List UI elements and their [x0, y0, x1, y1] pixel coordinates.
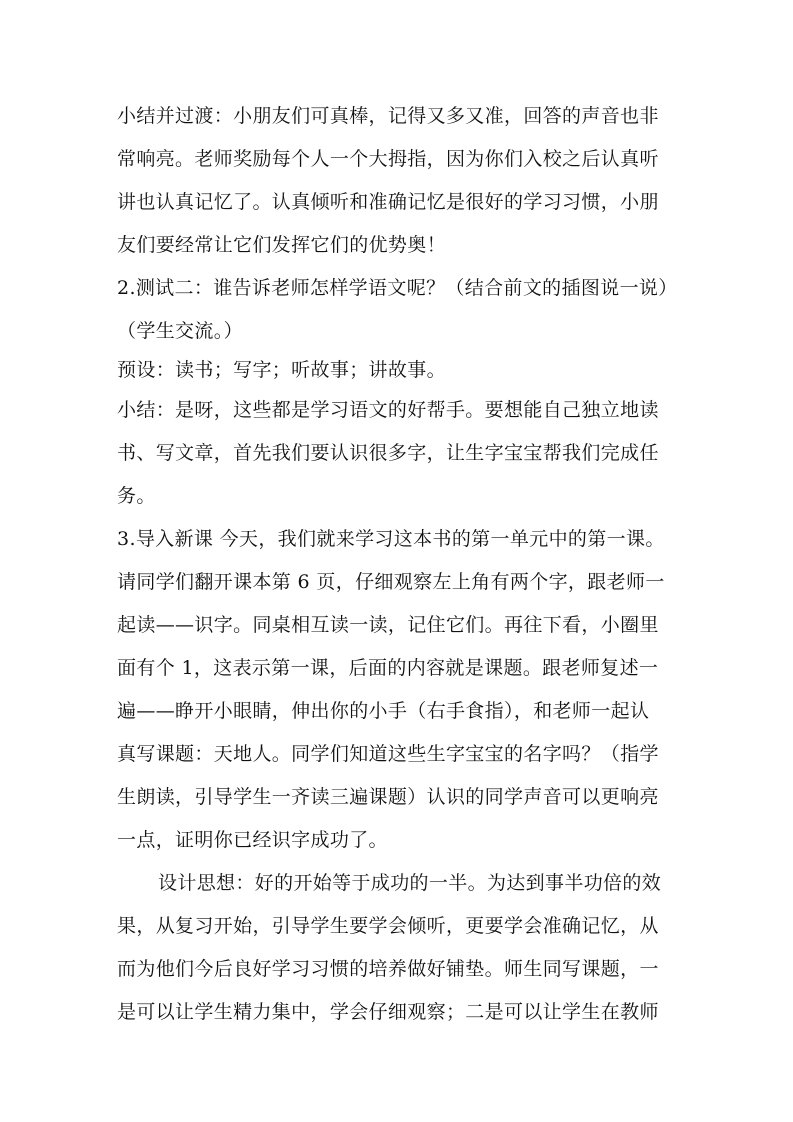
text-line: 书、写文章，首先我们要认识很多字，让生字宝宝帮我们完成任 — [117, 442, 659, 464]
text-line: 而为他们今后良好学习习惯的培养做好铺垫。师生同写课题，一 — [117, 958, 659, 980]
text-line: 设计思想：好的开始等于成功的一半。为达到事半功倍的效 — [158, 872, 662, 894]
text-line: 是可以让学生精力集中，学会仔细观察；二是可以让学生在教师 — [117, 1001, 659, 1023]
text-line: 讲也认真记忆了。认真倾听和准确记忆是很好的学习习惯，小朋 — [117, 191, 659, 213]
text-line: 遍——睁开小眼睛，伸出你的小手（右手食指），和老师一起认 — [117, 700, 650, 722]
text-line: 务。 — [117, 485, 156, 507]
text-line: 常响亮。老师奖励每个人一个大拇指，因为你们入校之后认真听 — [117, 148, 659, 170]
text-line: 请同学们翻开课本第 6 页，仔细观察左上角有两个字，跟老师一 — [117, 571, 665, 593]
text-line: 面有个 1，这表示第一课，后面的内容就是课题。跟老师复述一 — [117, 657, 659, 679]
text-line: （学生交流。） — [117, 320, 243, 342]
text-line: 小结并过渡：小朋友们可真棒，记得又多又准，回答的声音也非 — [117, 105, 659, 127]
text-line: 真写课题：天地人。同学们知道这些生字宝宝的名字吗？（指学 — [117, 743, 659, 765]
text-line: 3.导入新课 今天，我们就来学习这本书的第一单元中的第一课。 — [117, 528, 665, 550]
text-line: 预设：读书；写字；听故事；讲故事。 — [117, 359, 446, 381]
text-line: 友们要经常让它们发挥它们的优势奥！ — [117, 234, 446, 256]
text-line: 2.测试二：谁告诉老师怎样学语文呢？（结合前文的插图说一说） — [117, 277, 678, 299]
text-line: 起读——识字。同桌相互读一读，记住它们。再往下看，小圈里 — [117, 614, 659, 636]
text-line: 果，从复习开始，引导学生要学会倾听，更要学会准确记忆，从 — [117, 915, 659, 937]
text-line: 生朗读，引导学生一齐读三遍课题）认识的同学声音可以更响亮 — [117, 786, 659, 808]
text-line: 小结：是呀，这些都是学习语文的好帮手。要想能自己独立地读 — [117, 399, 659, 421]
text-line: 一点，证明你已经识字成功了。 — [117, 829, 388, 851]
